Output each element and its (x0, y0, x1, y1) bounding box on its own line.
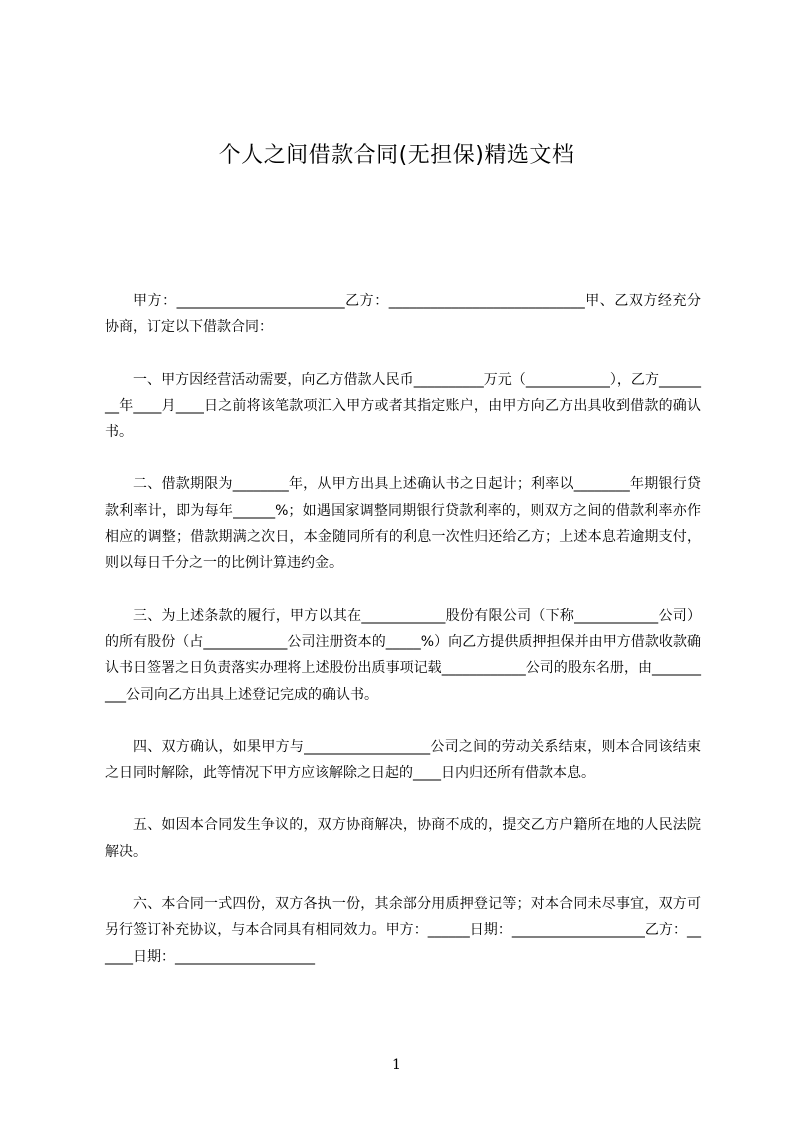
paragraph-clause-2-term-interest: 二、借款期限为________年，从甲方出具上述确认书之日起计；利率以________年期银行贷款利率计，即为每年______%；如遇国家调整同期银行贷款利率的，则双方之间的借款利率亦作相应的调整；借款期满之次日，本金随同所有的利息一次性归还给乙方；上述本息若逾期支付，则以每日千分之一的比例计算违约金。 (105, 476, 701, 572)
paragraph-clause-4-termination: 四、双方确认，如果甲方与__________________公司之间的劳动关系结束，则本合同该结束之日同时解除，此等情况下甲方应该解除之日起的____日内归还所有借款本息。 (105, 738, 701, 782)
paragraph-clause-5-disputes: 五、如因本合同发生争议的，双方协商解决，协商不成的，提交乙方户籍所在地的人民法院解决。 (105, 817, 701, 860)
page-number: 1 (392, 1057, 401, 1073)
document-body (105, 288, 701, 970)
document-title: 个人之间借款合同(无担保)精选文档 (218, 143, 575, 168)
paragraph-parties: 甲方：________________________乙方：____________________________甲、乙双方经充分协商，订定以下借款合同： (105, 293, 701, 336)
paragraph-clause-3-pledge: 三、为上述条款的履行，甲方以其在____________股份有限公司（下称____________公司）的所有股份（占____________公司注册资本的_____%）向乙方提供质押担保并由甲方借款收款确认书日签署之日负责落实办理将上述股份出质事项记载____________公司的股东名册，由__________公司向乙方出具上述登记完成的确认书。 (105, 607, 701, 703)
paragraph-clause-1-loan-amount: 一、甲方因经营活动需要，向乙方借款人民币__________万元（____________），乙方________年____月____日之前将该笔款项汇入甲方或者其指定账户，由甲方向乙方出具收到借款的确认书。 (105, 371, 701, 441)
paragraph-clause-6-copies-signatures: 六、本合同一式四份，双方各执一份，其余部分用质押登记等；对本合同未尽事宜，双方可另行签订补充协议，与本合同具有相同效力。甲方：______日期：___________________乙方：______日期：____________________ (105, 896, 701, 965)
